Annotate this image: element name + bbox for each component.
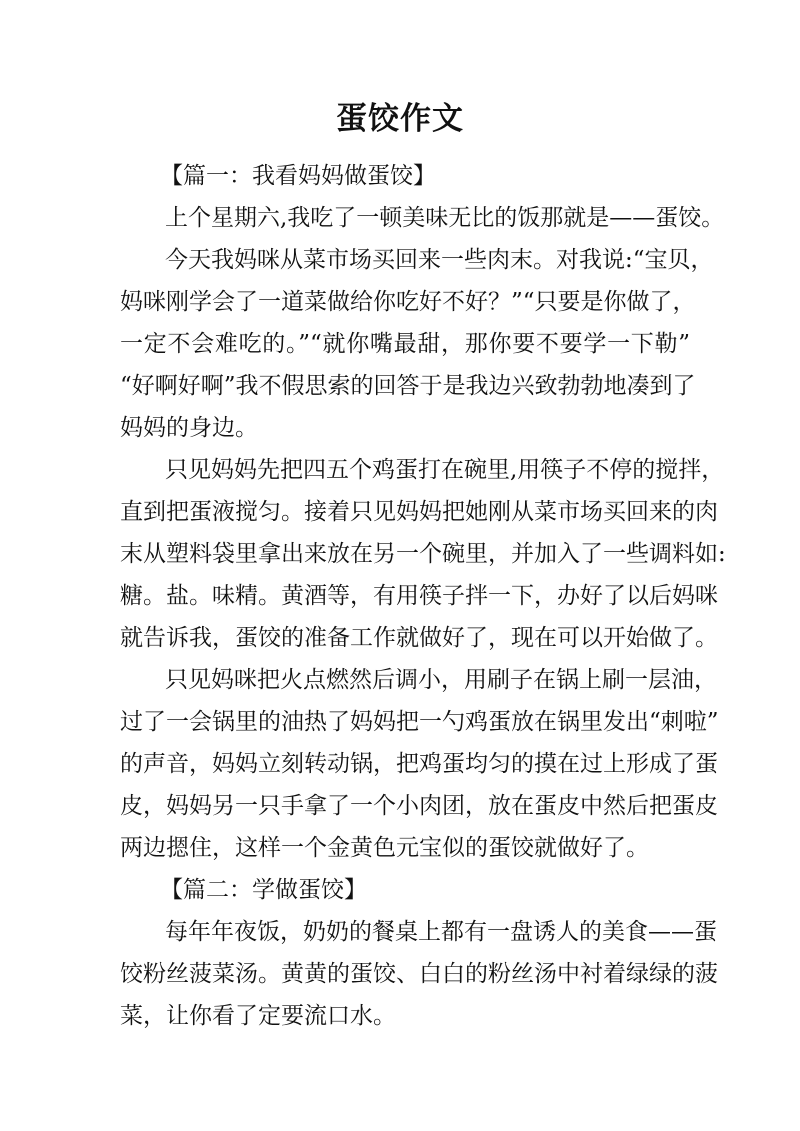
- paragraph-line: 只见妈咪把火点燃然后调小，用刷子在锅上刷一层油，: [165, 667, 717, 693]
- section-heading: 【篇二：学做蛋饺】: [160, 877, 367, 903]
- paragraph-line: 一定不会难吃的。”“就你嘴最甜，那你要不要学一下勒”: [120, 331, 690, 357]
- paragraph-line: 末从塑料袋里拿出来放在另一个碗里，并加入了一些调料如:: [120, 541, 726, 567]
- paragraph-line: 今天我妈咪从菜市场买回来一些肉末。对我说:“宝贝，: [165, 247, 714, 273]
- paragraph-line: 就告诉我，蛋饺的准备工作就做好了，现在可以开始做了。: [120, 625, 718, 651]
- paragraph-line: 皮，妈妈另一只手拿了一个小肉团，放在蛋皮中然后把蛋皮: [120, 793, 718, 819]
- paragraph-line: 饺粉丝菠菜汤。黄黄的蛋饺、白白的粉丝汤中衬着绿绿的菠: [120, 961, 718, 987]
- document-title: 蛋饺作文: [336, 101, 464, 137]
- paragraph-line: 糖。盐。味精。黄酒等，有用筷子拌一下，办好了以后妈咪: [120, 583, 718, 609]
- paragraph-line: 妈妈的身边。: [120, 415, 258, 441]
- paragraph-line: 妈咪刚学会了一道菜做给你吃好不好？”“只要是你做了，: [120, 289, 696, 315]
- paragraph-line: 上个星期六,我吃了一顿美味无比的饭那就是——蛋饺。: [165, 205, 725, 231]
- paragraph-line: 过了一会锅里的油热了妈妈把一勺鸡蛋放在锅里发出“刺啦”: [120, 709, 719, 735]
- paragraph-line: 每年年夜饭，奶奶的餐桌上都有一盘诱人的美食——蛋: [165, 919, 717, 945]
- paragraph-line: 只见妈妈先把四五个鸡蛋打在碗里,用筷子不停的搅拌，: [165, 457, 725, 483]
- paragraph-line: 直到把蛋液搅匀。接着只见妈妈把她刚从菜市场买回来的肉: [120, 499, 718, 525]
- paragraph-line: 菜，让你看了定要流口水。: [120, 1003, 396, 1029]
- paragraph-line: 两边摁住，这样一个金黄色元宝似的蛋饺就做好了。: [120, 835, 649, 861]
- paragraph-line: 的声音，妈妈立刻转动锅，把鸡蛋均匀的摸在过上形成了蛋: [120, 751, 718, 777]
- paragraph-line: “好啊好啊”我不假思索的回答于是我边兴致勃勃地凑到了: [120, 373, 696, 399]
- section-heading: 【篇一：我看妈妈做蛋饺】: [160, 163, 436, 189]
